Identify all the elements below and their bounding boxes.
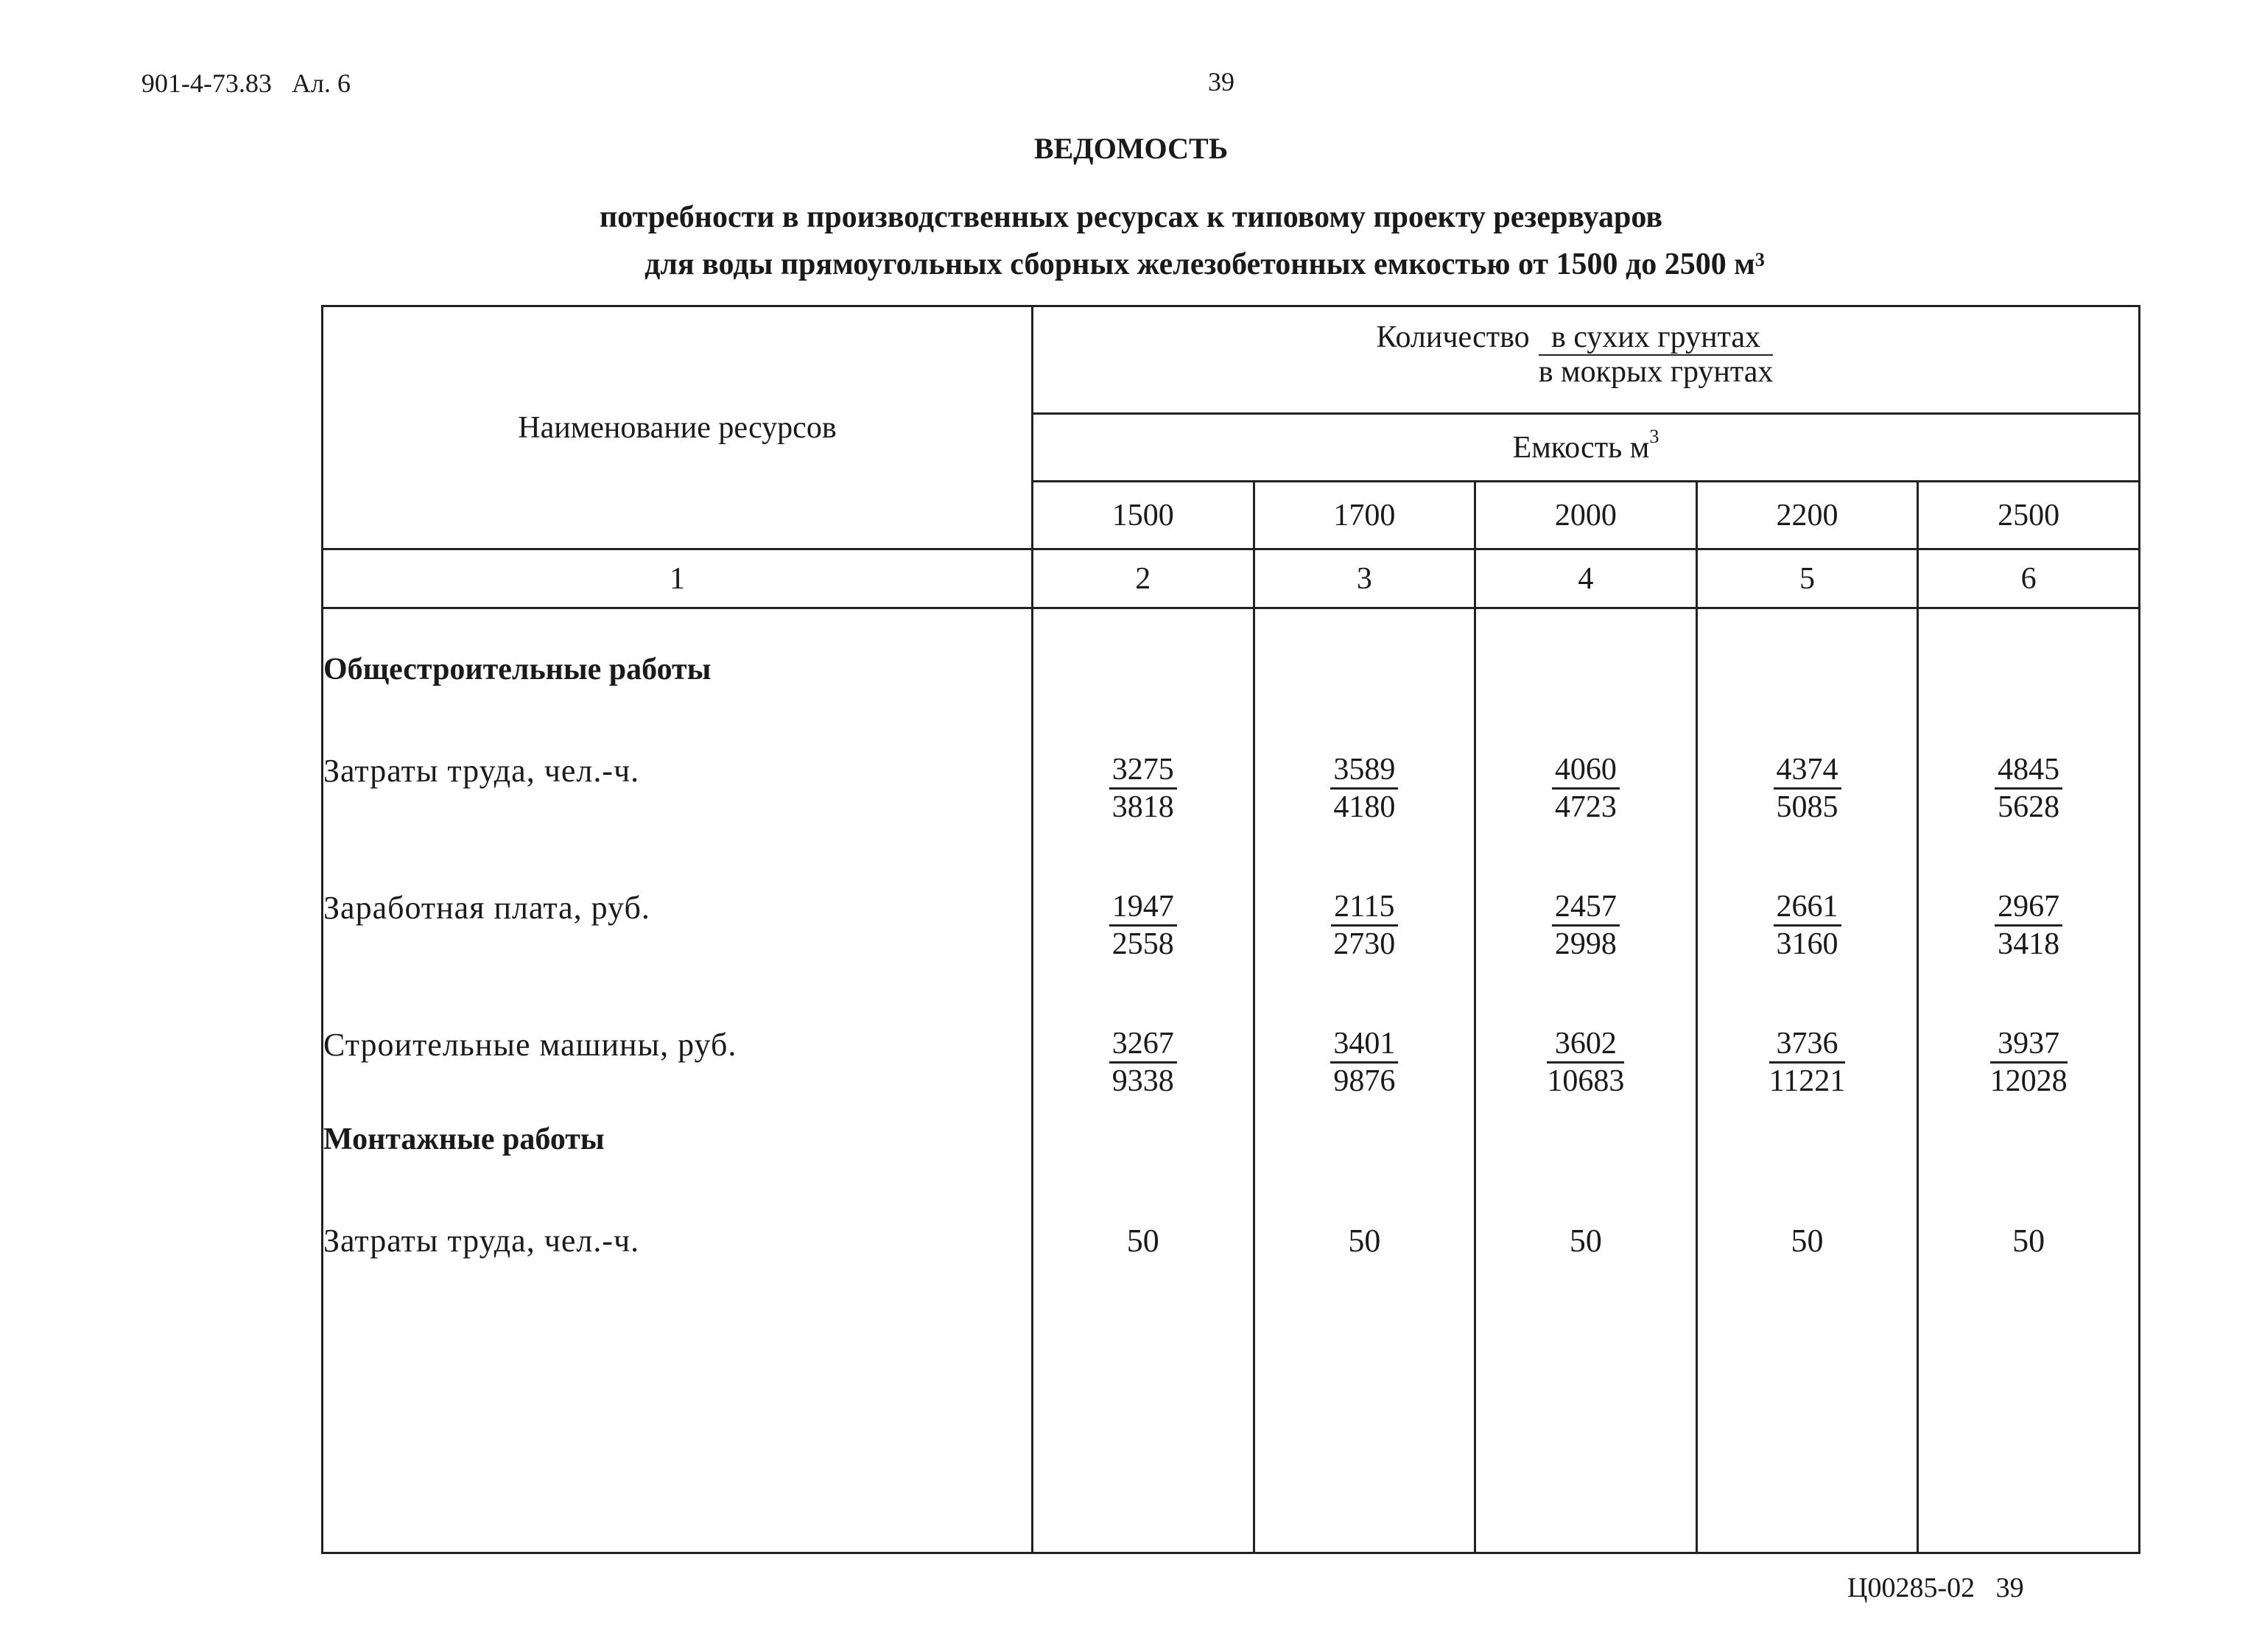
section-title: Общестроительные работы: [323, 653, 712, 686]
quantity-label: Количество: [1376, 320, 1530, 354]
column-number-3: 3: [1254, 549, 1475, 608]
row-label-labor: Затраты труда, чел.-ч.: [323, 753, 640, 789]
value-fraction: [1033, 752, 1253, 825]
value-fraction: [1698, 889, 1917, 962]
value-fraction: [1476, 889, 1696, 962]
value-wet-soil: 4723: [1554, 790, 1617, 824]
value-dry-soil: 2967: [1995, 889, 2062, 927]
value-wet-soil: 3160: [1776, 927, 1838, 961]
value-wet-soil: 10683: [1547, 1064, 1625, 1098]
values-column-2200: [1696, 608, 1918, 1553]
title-heading: ВЕДОМОСТЬ: [1033, 132, 1229, 165]
values-column-1500: [1032, 608, 1254, 1553]
value-dry-soil: 3736: [1769, 1026, 1845, 1064]
capacity-2500: 2500: [1918, 482, 2140, 549]
resource-name-header: Наименование ресурсов: [323, 306, 1033, 549]
capacity-1700: 1700: [1254, 482, 1475, 549]
value-dry-soil: 4060: [1552, 752, 1620, 790]
quantity-header: [1032, 306, 2139, 414]
document-code-header: [141, 68, 351, 99]
resource-names-column: [323, 608, 1033, 1553]
value-fraction: [1919, 889, 2138, 962]
footer-page: 39: [1995, 1572, 2024, 1603]
value-montage-labor: 50: [1569, 1223, 1602, 1259]
soil-fraction: [1539, 320, 1774, 388]
values-column-2000: [1475, 608, 1697, 1553]
value-dry-soil: 3267: [1109, 1026, 1177, 1064]
values-column-1700: [1254, 608, 1475, 1553]
value-dry-soil: 3937: [1990, 1026, 2068, 1064]
value-fraction: [1476, 752, 1696, 825]
capacity-2200: 2200: [1696, 482, 1918, 549]
value-fraction: [1033, 889, 1253, 962]
value-wet-soil: 2998: [1554, 927, 1617, 961]
value-wet-soil: 3818: [1111, 790, 1174, 824]
capacity-2000: 2000: [1475, 482, 1697, 549]
row-label-machines: Строительные машины, руб.: [323, 1027, 737, 1063]
value-fraction: [1255, 889, 1475, 962]
value-fraction: [1919, 1026, 2138, 1099]
value-wet-soil: 5628: [1998, 790, 2060, 824]
value-fraction: [1255, 752, 1475, 825]
project-code: 901-4-73.83: [141, 68, 272, 98]
album-label: Ал. 6: [291, 68, 351, 98]
value-dry-soil: 2457: [1552, 889, 1620, 927]
value-wet-soil: 9338: [1111, 1064, 1174, 1098]
column-number-4: 4: [1475, 549, 1697, 608]
resources-table: [321, 305, 2140, 1554]
title-line-2: потребности в производственных ресурсах к типовому проекту резервуаров: [599, 200, 1663, 234]
value-dry-soil: 2115: [1331, 889, 1397, 927]
value-wet-soil: 5085: [1776, 790, 1838, 824]
value-fraction: [1255, 1026, 1475, 1099]
dry-soil-label: в сухих грунтах: [1539, 320, 1774, 356]
value-fraction: [1476, 1026, 1696, 1099]
document-title: [0, 131, 2262, 288]
column-number-5: 5: [1696, 549, 1918, 608]
value-wet-soil: 2558: [1111, 927, 1174, 961]
value-montage-labor: 50: [1126, 1223, 1159, 1259]
value-wet-soil: 11221: [1768, 1064, 1846, 1098]
value-dry-soil: 3401: [1330, 1026, 1398, 1064]
column-number-6: 6: [1918, 549, 2140, 608]
footer-doc-code: Ц00285-02: [1847, 1572, 1975, 1603]
value-dry-soil: 2661: [1774, 889, 1841, 927]
value-wet-soil: 2730: [1333, 927, 1396, 961]
value-dry-soil: 3589: [1330, 752, 1398, 790]
value-dry-soil: 1947: [1109, 889, 1177, 927]
page-footer: [1847, 1572, 2024, 1604]
values-column-2500: [1918, 608, 2140, 1553]
value-wet-soil: 12028: [1989, 1064, 2068, 1098]
value-dry-soil: 3602: [1547, 1026, 1624, 1064]
title-line-3: для воды прямоугольных сборных железобетонных емкостью от 1500 до 2500 $м^3$: [644, 247, 1765, 281]
value-montage-labor: 50: [1791, 1223, 1824, 1259]
value-wet-soil: 4180: [1333, 790, 1396, 824]
row-label-wages: Заработная плата, руб.: [323, 890, 650, 926]
wet-soil-label: в мокрых грунтах: [1538, 355, 1774, 389]
capacity-header: Емкость $м^3$: [1032, 414, 2139, 482]
value-fraction: [1033, 1026, 1253, 1099]
value-dry-soil: 4845: [1995, 752, 2062, 790]
row-label-montage-labor: Затраты труда, чел.-ч.: [323, 1223, 640, 1259]
value-montage-labor: 50: [2012, 1223, 2045, 1259]
value-montage-labor: 50: [1348, 1223, 1381, 1259]
page-number-top: 39: [1208, 67, 1234, 96]
capacity-1500: 1500: [1032, 482, 1254, 549]
value-wet-soil: 9876: [1333, 1064, 1396, 1098]
value-wet-soil: 3418: [1998, 927, 2060, 961]
section-title: Монтажные работы: [323, 1122, 605, 1156]
value-fraction: [1698, 752, 1917, 825]
column-number-2: 2: [1032, 549, 1254, 608]
value-fraction: [1919, 752, 2138, 825]
value-dry-soil: 4374: [1774, 752, 1841, 790]
value-dry-soil: 3275: [1109, 752, 1177, 790]
column-number-1: 1: [323, 549, 1033, 608]
value-fraction: [1698, 1026, 1917, 1099]
